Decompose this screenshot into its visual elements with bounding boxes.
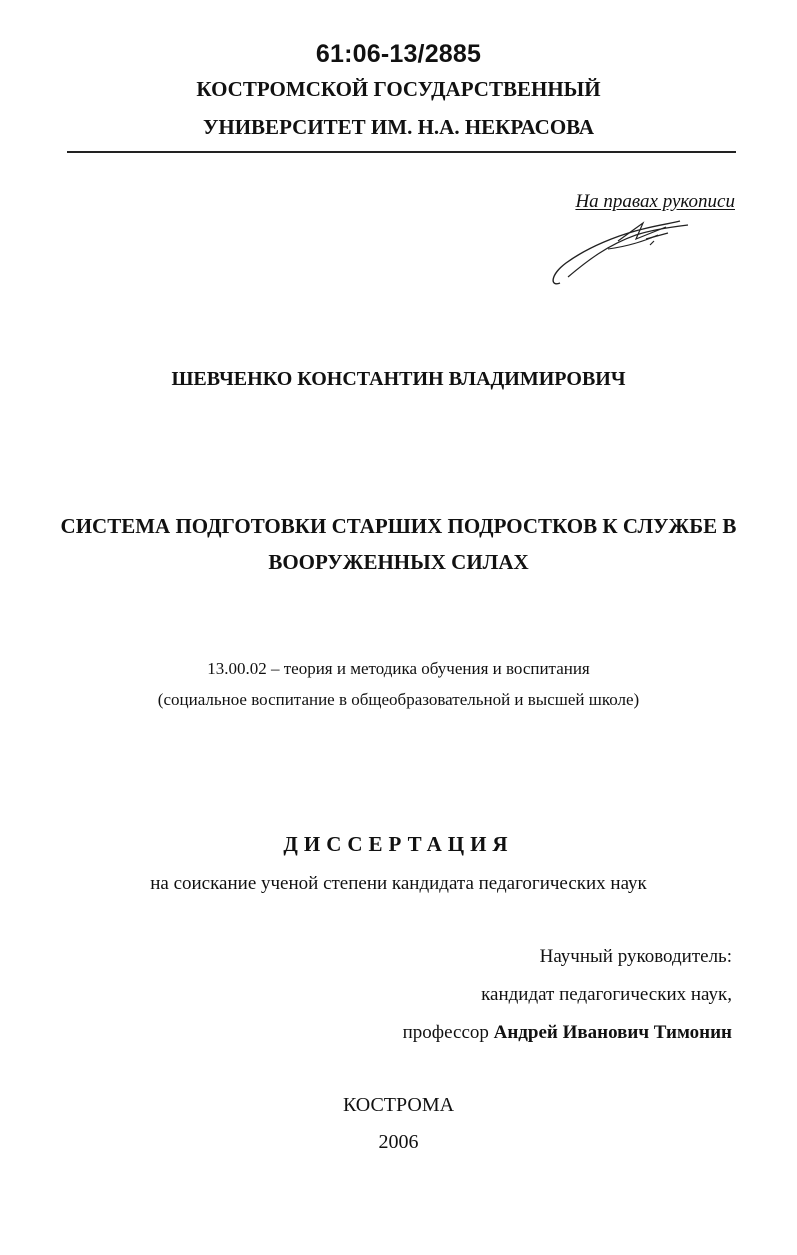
specialty-code: 13.00.02 – теория и методика обучения и воспитания bbox=[207, 659, 590, 678]
supervisor-title: профессор bbox=[402, 1022, 489, 1043]
supervisor-line bbox=[403, 1022, 732, 1044]
signature-icon bbox=[548, 205, 698, 290]
supervisor-label: Научный руководитель: bbox=[539, 946, 732, 967]
specialty-description: (социальное воспитание в общеобразовательной и высшей школе) bbox=[157, 690, 640, 709]
university-name-line-1: КОСТРОМСКОЙ ГОСУДАРСТВЕННЫЙ bbox=[196, 77, 601, 101]
year: 2006 bbox=[378, 1131, 419, 1153]
thesis-title-line-2: ВООРУЖЕННЫХ СИЛАХ bbox=[268, 550, 529, 574]
author-name: ШЕВЧЕНКО КОНСТАНТИН ВЛАДИМИРОВИЧ bbox=[171, 368, 626, 390]
header-divider bbox=[67, 151, 736, 153]
university-name-line-2: УНИВЕРСИТЕТ ИМ. Н.А. НЕКРАСОВА bbox=[202, 115, 595, 139]
city: КОСТРОМА bbox=[342, 1094, 455, 1116]
degree-description: на соискание ученой степени кандидата педагогических наук bbox=[150, 873, 647, 894]
catalog-code: 61:06-13/2885 bbox=[315, 40, 482, 68]
supervisor-name: Андрей Иванович Тимонин bbox=[493, 1022, 732, 1043]
document-type: ДИССЕРТАЦИЯ bbox=[283, 832, 514, 856]
thesis-title-line-1: СИСТЕМА ПОДГОТОВКИ СТАРШИХ ПОДРОСТКОВ К СЛУЖБЕ В bbox=[60, 514, 737, 538]
manuscript-rights-note: На правах рукописи bbox=[575, 191, 735, 212]
supervisor-degree: кандидат педагогических наук, bbox=[481, 984, 732, 1005]
